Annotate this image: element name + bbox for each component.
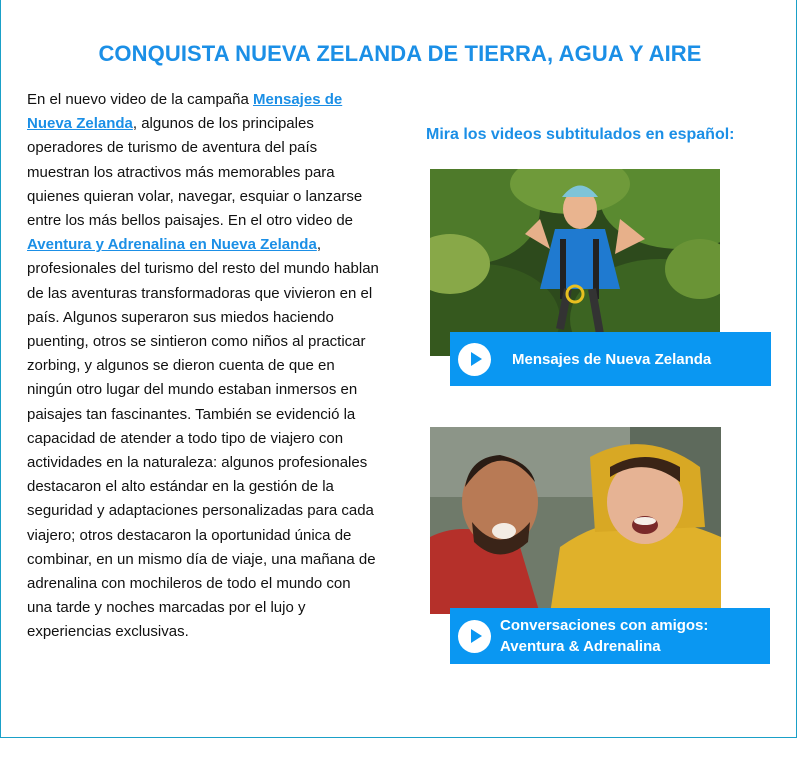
video-button-conversaciones[interactable] xyxy=(450,608,770,664)
video-button-label-line1: Conversaciones con amigos: xyxy=(500,617,709,634)
body-text-3: , profesionales del turismo del resto del mundo hablan de las aventuras transformadoras que vivieron en el país. Algunos superaron sus miedos haciendo puenting, otros se sintieron como niños al practicar zorbing, y algunos se dieron cuenta de que en ningún otro lugar del mundo estaban inmersos en paisajes tan fascinantes. También se evidenció la capacidad de atender a todo tipo de viajero con actividades en la naturaleza: algunos profesionales destacaron el alto estándar en la gestión de la seguridad y adaptaciones personalizadas para cada viajero; otros destacaron la oportunidad única de combinar, en un mismo día de viaje, una mañana de adrenalina con mochileros de todo el mundo con una tarde y noches marcadas por el lujo y experiencias exclusivas. xyxy=(27,236,379,641)
page-title: CONQUISTA NUEVA ZELANDA DE TIERRA, AGUA Y AIRE xyxy=(98,41,702,66)
link-aventura-adrenalina[interactable]: Aventura y Adrenalina en Nueva Zelanda xyxy=(27,236,317,254)
body-text-2: , algunos de los principales operadores de turismo de aventura del país muestran los atractivos más memorables para quienes quieran volar, navegar, esquiar o lanzarse entre los más bellos paisajes. En el otro video de xyxy=(27,115,363,230)
video-button-label-line2: Aventura & Adrenalina xyxy=(500,638,661,655)
video-button-label: Mensajes de Nueva Zelanda xyxy=(512,350,712,368)
body-text-1: En el nuevo video de la campaña xyxy=(27,91,253,108)
video-thumbnail-couple[interactable] xyxy=(430,427,721,614)
play-icon xyxy=(458,343,491,376)
link-mensajes-nueva-zelanda[interactable]: Mensajes de Nueva Zelanda xyxy=(27,91,343,133)
videos-heading: Mira los videos subtitulados en español: xyxy=(426,126,735,143)
video-button-mensajes[interactable] xyxy=(450,332,771,386)
body-paragraph xyxy=(27,88,379,645)
play-icon xyxy=(458,620,491,653)
video-thumbnail-climber[interactable] xyxy=(430,169,720,356)
video-button-label xyxy=(500,615,708,657)
